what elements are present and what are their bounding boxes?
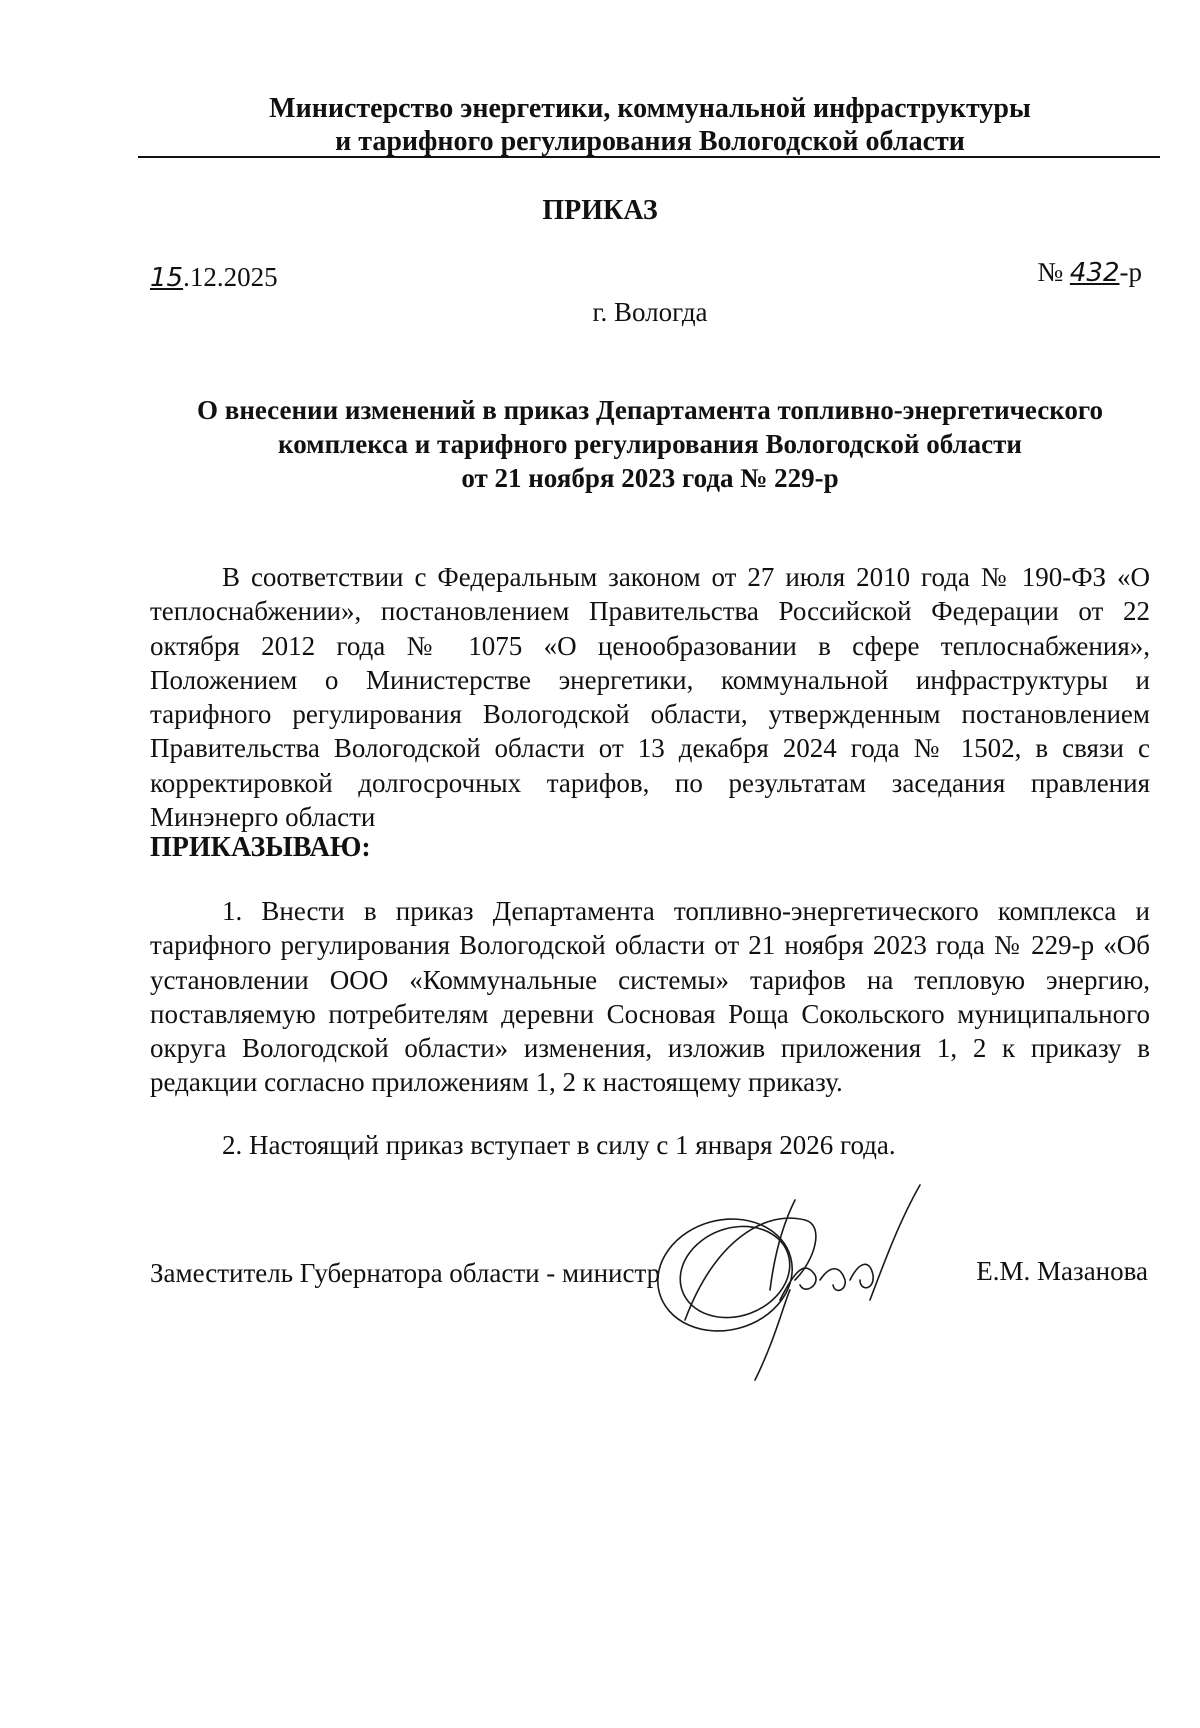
order-title: ПРИКАЗ: [542, 195, 658, 226]
signatory-position: Заместитель Губернатора области - министр: [150, 1258, 661, 1288]
order-city-text: г. Вологда: [592, 297, 708, 327]
handwritten-signature: [655, 1180, 955, 1400]
order-date: [150, 262, 278, 293]
order-number-suffix: -р: [1119, 257, 1142, 287]
order-city: [0, 297, 1200, 328]
order-number: [1037, 257, 1142, 288]
ministry-line-1: Министерство энергетики, коммунальной инфраструктуры: [269, 93, 1031, 124]
order-number-value: 432: [1069, 258, 1120, 288]
subject-line-2: комплекса и тарифного регулирования Вологодской области: [278, 429, 1022, 459]
preamble-paragraph: В соответствии с Федеральным законом от 27 июля 2010 года № 190-ФЗ «О теплоснабжении», постановлением Правительства Российской Федерации от 22 октября 2012 года № 1075 «О ценообразовании в сфере теплоснабжения», Положением о Министерстве энергетики, коммунальной инфраструктуры и тарифного регулирования Вологодской области, утвержденным постановлением Правительства Вологодской области от 13 декабря 2024 года № 1502, в связи с корректировкой долгосрочных тарифов, по результатам заседания правления Минэнерго области: [150, 562, 1150, 833]
subject-line-1: О внесении изменений в приказ Департамента топливно-энергетического: [196, 395, 1103, 425]
order-word: ПРИКАЗЫВАЮ:: [150, 832, 371, 863]
order-item-1: 1. Внести в приказ Департамента топливно-энергетического комплекса и тарифного регулирования Вологодской области от 21 ноября 2023 года № 229-р «Об установлении ООО «Коммунальные системы» тарифов на тепловую энергию, поставляемую потребителям деревни Сосновая Роща Сокольского муниципального округа Вологодской области» изменения, изложив приложения 1, 2 к приказу в редакции согласно приложениям 1, 2 к настоящему приказу.: [150, 896, 1150, 1098]
subject-line-3: от 21 ноября 2023 года № 229-р: [461, 463, 839, 493]
order-item-2: 2. Настоящий приказ вступает в силу с 1 января 2026 года.: [222, 1130, 896, 1160]
ministry-line-2: и тарифного регулирования Вологодской области: [335, 126, 965, 157]
order-subject: [140, 393, 1160, 495]
signatory-name: Е.М. Мазанова: [976, 1256, 1148, 1286]
order-number-prefix: №: [1037, 257, 1070, 287]
ministry-header: [140, 92, 1160, 158]
order-date-day: 15: [150, 263, 184, 293]
order-date-rest: .12.2025: [183, 262, 278, 292]
header-rule: [138, 156, 1160, 158]
